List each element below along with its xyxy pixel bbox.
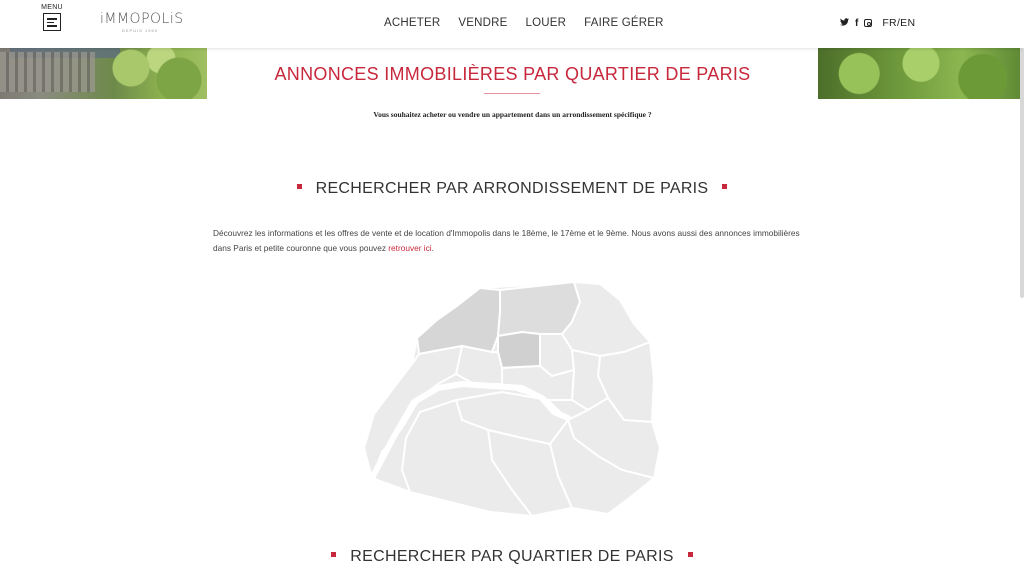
menu-label: MENU [41, 4, 63, 11]
logo[interactable] [100, 11, 190, 33]
intro-end: . [431, 243, 434, 253]
arrondissement-9[interactable] [498, 332, 540, 368]
logo-text: iMMOPOLiS [100, 11, 184, 27]
social-links [840, 17, 915, 29]
instagram-icon[interactable] [864, 19, 872, 27]
section-quartier-title [0, 548, 1024, 566]
retrouver-ici-link[interactable]: retrouver ici [388, 243, 432, 253]
main-nav [384, 17, 682, 29]
bullet-icon [331, 552, 336, 557]
bullet-icon [297, 184, 302, 189]
nav-louer[interactable]: LOUER [525, 17, 567, 29]
page-title: ANNONCES IMMOBILIÈRES PAR QUARTIER DE PARIS [274, 64, 751, 84]
arrondissement-8[interactable] [456, 346, 502, 384]
page-scrollbar[interactable] [1020, 0, 1024, 576]
menu-button[interactable] [40, 4, 64, 31]
section-arrondissement-label: RECHERCHER PAR ARRONDISSEMENT DE PARIS [315, 180, 709, 197]
nav-acheter[interactable]: ACHETER [384, 17, 441, 29]
intro-text: Découvrez les informations et les offres de vente et de location d'Immopolis dans le 18ème, le 17ème et le 9ème. Nous avons aussi des annonces immobilières dans Paris et petite couronne que vous pouvez [213, 228, 800, 253]
bullet-icon [688, 552, 693, 557]
site-header [0, 0, 1024, 48]
page-subtitle: Vous souhaitez acheter ou vendre un appartement dans un arrondissement spécifique ? [373, 110, 652, 119]
banner-image-left [0, 48, 207, 99]
nav-vendre[interactable]: VENDRE [458, 17, 508, 29]
banner-image-right [818, 48, 1024, 99]
language-switcher[interactable]: FR/EN [882, 17, 916, 29]
facebook-icon[interactable]: f [855, 17, 859, 29]
section-quartier-label: RECHERCHER PAR QUARTIER DE PARIS [350, 548, 674, 565]
arrondissement-17[interactable] [417, 288, 500, 354]
title-underline [484, 93, 540, 94]
intro-paragraph [213, 226, 803, 256]
section-arrondissement-title [0, 180, 1024, 198]
twitter-icon[interactable] [840, 18, 849, 29]
logo-tagline: DEPUIS 1969 [122, 28, 158, 33]
nav-faire-gerer[interactable]: FAIRE GÉRER [584, 17, 664, 29]
hamburger-icon[interactable] [43, 13, 61, 31]
paris-arrondissement-map [362, 280, 662, 516]
bullet-icon [722, 184, 727, 189]
